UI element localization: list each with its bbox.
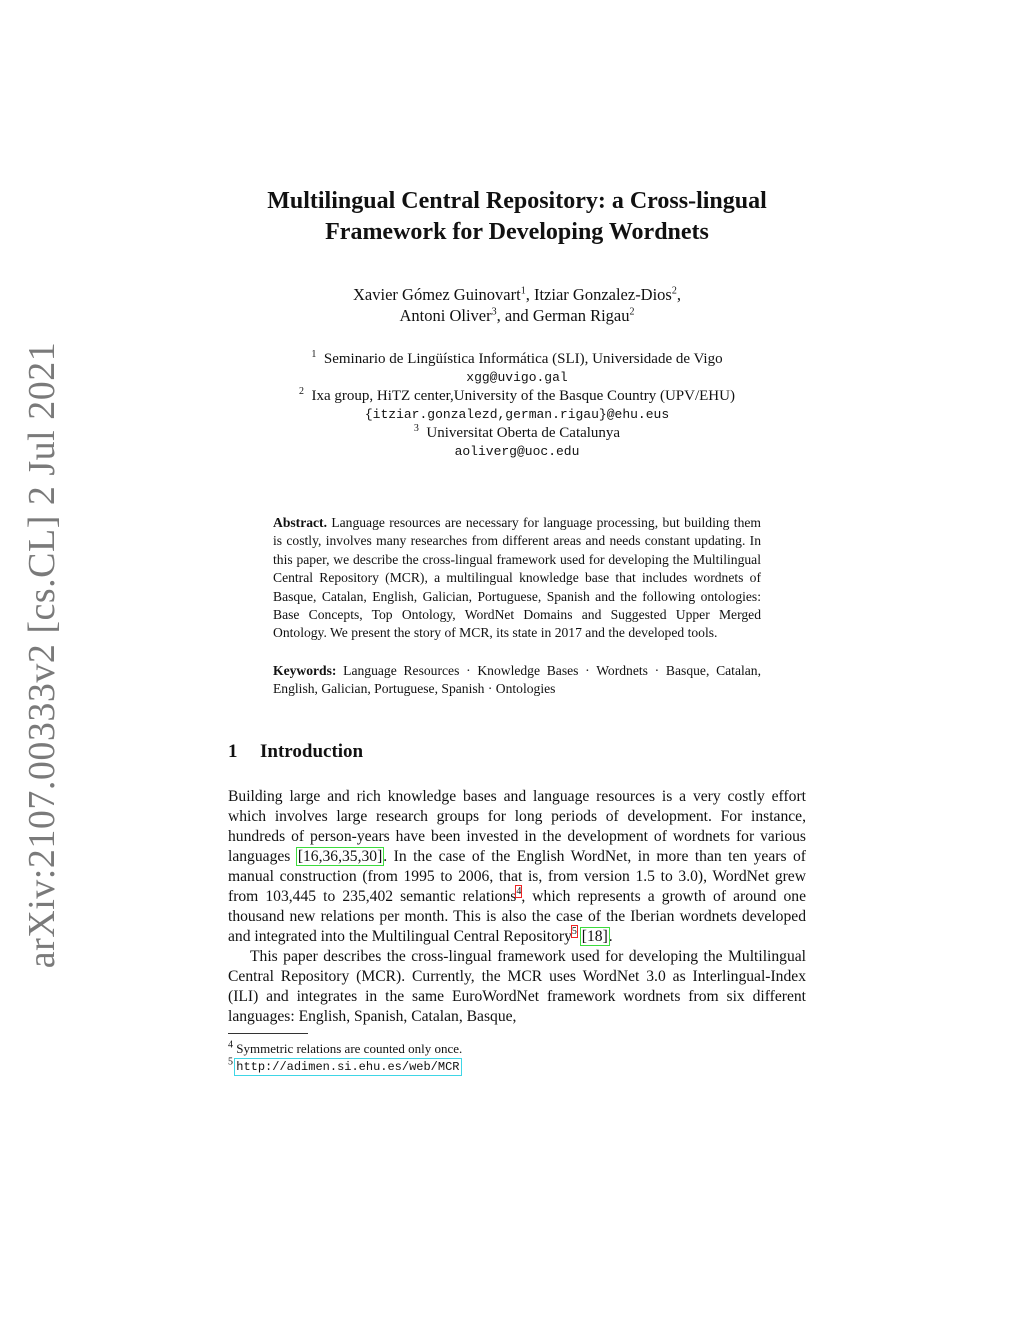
author-conjunction: and	[504, 306, 529, 325]
paper-page	[228, 186, 806, 1076]
abstract-paragraph	[273, 514, 761, 643]
affiliation-mark: 1	[311, 349, 317, 360]
affiliation	[228, 424, 806, 443]
affiliation-email: xgg@uvigo.gal	[466, 369, 568, 385]
affiliation-mark: 2	[299, 386, 304, 397]
author-affil-mark: 3	[491, 306, 497, 318]
author-list: Xavier Gómez Guinovart$^1$, Itziar Gonzalez-Dios$^2$, Antoni Oliver$^3$, and German Rigau$^2$	[353, 285, 681, 325]
paragraph-text: Building large and rich knowledge bases and language resources is a very costly effort which involves large research groups for long periods of development. For instance, hundreds of person-years have been invested in the development of wordnets for various languages	[228, 787, 806, 865]
section-number: 1	[228, 740, 238, 762]
footnote-url-link[interactable]: http://adimen.si.ehu.es/web/MCR	[236, 1059, 460, 1074]
author-name: Xavier Gómez Guinovart	[353, 285, 521, 304]
abstract-text: Language resources are necessary for language processing, but building them is costly, involves many researches from different areas and needs constant updating. In this paper, we describe the cross-lingual framework used for developing the Multilingual Central Repository (MCR), a multilingual knowledge base that includes wordnets of Basque, Catalan, English, Galician, Portuguese, Spanish and the following ontologies: Base Concepts, Top Ontology, WordNet Domains and Suggested Upper Merged Ontology. We present the story of MCR, its state in 2017 and the developed tools.	[273, 515, 761, 641]
affiliation	[228, 350, 806, 369]
paragraph-text: .	[608, 927, 613, 945]
intro-paragraph-1	[228, 787, 806, 947]
abstract-label: Abstract.	[273, 515, 327, 530]
affiliation-name: Ixa group, HiTZ center,University of the Basque Country (UPV/EHU)	[311, 388, 735, 404]
keywords-text: Language Resources · Knowledge Bases · Wordnets · Basque, Catalan, English, Galician, Portuguese, Spanish · Ontologies	[273, 662, 761, 697]
keywords-paragraph	[273, 662, 761, 699]
citation-link[interactable]: [16,36,35,30]	[297, 847, 383, 865]
title-line-1: Multilingual Central Repository: a Cross-lingual	[267, 188, 767, 214]
affiliation-name: Seminario de Lingüística Informática (SLI), Universidade de Vigo	[323, 351, 723, 367]
abstract-section	[273, 514, 761, 699]
citation-link[interactable]: [18]	[581, 927, 608, 945]
paragraph-text: , which represents a growth of around one thousand new relations per month. This is also the case of the Iberian wordnets developed and integrated into the Multilingual Central Repository	[228, 887, 806, 945]
title-line-2: Framework for Developing Wordnets	[325, 219, 709, 245]
author-affil-mark: 2	[629, 306, 635, 318]
affiliation	[228, 387, 806, 406]
footnote-number: 5	[228, 1056, 233, 1068]
footnotes	[228, 1040, 806, 1076]
author-name: Antoni Oliver	[399, 306, 492, 325]
author-affil-mark: 1	[520, 285, 526, 297]
affiliation-email: {itziar.gonzalezd,german.rigau}@ehu.eus	[364, 406, 670, 422]
footnote-number: 4	[228, 1039, 233, 1051]
paragraph-text: . In the case of the English WordNet, in more than ten years of manual construction (from 1995 to 2006, that is, from version 1.5 to 3.0), WordNet grew from 103,445 to 235,402 semantic relations	[228, 847, 806, 905]
arxiv-id-text: arXiv:2107.00333v2 [cs.CL] 2 Jul 2021	[21, 341, 63, 969]
affiliation-email: aoliverg@uoc.edu	[454, 443, 580, 459]
paper-title	[228, 186, 806, 248]
footnote	[228, 1057, 806, 1076]
author-affil-mark: 2	[671, 285, 677, 297]
section-title: Introduction	[260, 740, 364, 762]
section-heading	[228, 741, 806, 763]
footnote-link[interactable]: 5	[571, 926, 577, 938]
intro-paragraph-2: This paper describes the cross-lingual framework used for developing the Multilingual Central Repository (MCR). Currently, the MCR uses WordNet 3.0 as Interlingual-Index (ILI) and integrates in the same EuroWordNet framework wordnets from six different languages: English, Spanish, Catalan, Basque,	[228, 947, 806, 1025]
footnote-divider	[228, 1033, 308, 1034]
keywords-label: Keywords:	[273, 662, 337, 678]
author-name: Itziar Gonzalez-Dios	[533, 285, 672, 304]
section-body	[228, 787, 806, 1027]
footnote-text: Symmetric relations are counted only once.	[236, 1040, 463, 1056]
affiliation-mark: 3	[413, 423, 419, 434]
footnote-link[interactable]: 4	[516, 886, 522, 898]
footnote	[228, 1040, 806, 1057]
affiliation-list	[228, 350, 806, 461]
author-name: German Rigau	[532, 306, 630, 325]
affiliation-name: Universitat Oberta de Catalunya	[426, 425, 621, 441]
